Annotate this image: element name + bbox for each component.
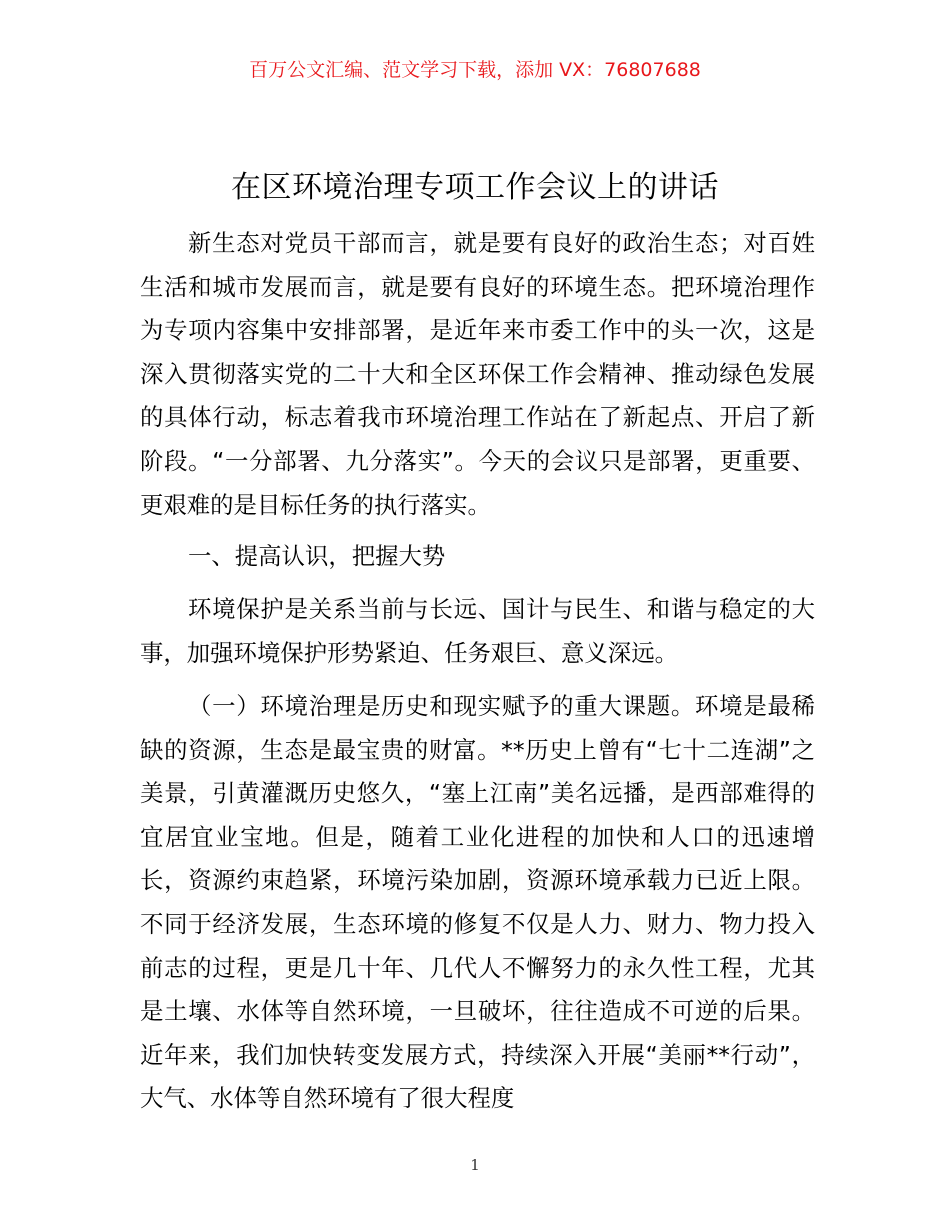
paragraph-intro <box>140 222 815 527</box>
paragraph-text: （一）环境治理是历史和现实赋予的重大课题。环境是最稀缺的资源，生态是最宝贵的财富。**历史上曾有“七十二连湖”之美景，引黄灌溉历史悠久，“塞上江南”美名远播，是西部难得的宜居宜业宝地。但是，随着工业化进程的加快和人口的迅速增长，资源约束趋紧，环境污染加剧，资源环境承载力已近上限。不同于经济发展，生态环境的修复不仅是人力、财力、物力投入前志的过程，更是几十年、几代人不懈努力的永久性工程，尤其是土壤、水体等自然环境，一旦破坏，往往造成不可逆的后果。近年来，我们加快转变发展方式，持续深入开展“美丽**行动”，大气、水体等自然环境有了很大程度 <box>140 692 815 1113</box>
document-title: 在区环境治理专项工作会议上的讲话 <box>231 170 719 205</box>
section-heading-text: 一、提高认识，把握大势 <box>188 542 446 570</box>
header-banner: 百万公文汇编、范文学习下载，添加 VX：76807688 <box>249 59 701 81</box>
paragraph-text: 新生态对党员干部而言，就是要有良好的政治生态；对百姓生活和城市发展而言，就是要有良好的环境生态。把环境治理作为专项内容集中安排部署，是近年来市委工作中的头一次，这是深入贯彻落实党的二十大和全区环保工作会精神、推动绿色发展的具体行动，标志着我市环境治理工作站在了新起点、开启了新阶段。“一分部署、九分落实”。今天的会议只是部署，更重要、更艰难的是目标任务的执行落实。 <box>140 229 815 519</box>
paragraph-text: 环境保护是关系当前与长远、国计与民生、和谐与稳定的大事，加强环境保护形势紧迫、任务艰巨、意义深远。 <box>140 595 815 667</box>
page-number: 1 <box>470 1156 480 1174</box>
paragraph-section-intro <box>140 588 815 675</box>
section-heading <box>140 535 815 579</box>
paragraph-subsection-1 <box>140 685 815 1121</box>
